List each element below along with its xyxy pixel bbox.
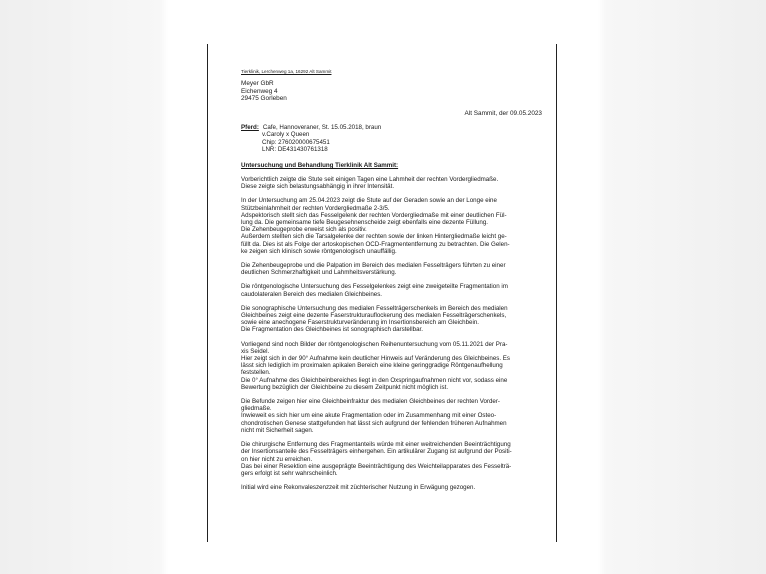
paragraph-line: sowie eine anechogene Faserstrukturveränderung im Insertionsbereich am Gleichbein. [241, 319, 480, 327]
paragraph-line: Die röntgenologische Untersuchung des Fesselgelenkes zeigt eine zweigeteilte Fragmentation im [241, 283, 508, 291]
report-paragraph [241, 398, 541, 434]
recipient-address [241, 80, 287, 103]
paragraph-line: Die chirurgische Entfernung des Fragmentanteils würde mit einer weitreichenden Beeinträchtigung [241, 441, 511, 449]
paragraph-line: Initial wird eine Rekonvaleszenzzeit mit züchterischer Nutzung in Erwägung gezogen. [241, 484, 476, 492]
paragraph-line: Außerdem stellten sich die Tarsalgelenke der rechten sowie der linken Hintergliedmaße leicht ge- [241, 233, 507, 241]
sender-address-line: Tierklinik, Lerchenweg 1a, 16292 Alt Sammit [241, 69, 332, 74]
paragraph-line: Diese zeigte sich belastungsabhängig in ihrer Intensität. [241, 183, 395, 191]
paragraph-line: Hier zeigt sich in der 90° Aufnahme kein deutlicher Hinweis auf Veränderung des Gleichbeines. Es [241, 355, 511, 363]
recipient-city: 29475 Gorleben [241, 95, 287, 103]
paragraph-line: Die sonographische Untersuchung des medialen Fesselträgerschenkels im Bereich des medialen [241, 304, 508, 312]
paragraph-line: Stützbeinlahmheit der rechten Vordergliedmaße 2-3/5. [241, 204, 390, 212]
paragraph-line: gliedmaße. [241, 405, 272, 413]
paragraph-line: on hier nicht zu erreichen. [241, 455, 313, 463]
paragraph-line: chondrotischen Genese stattgefunden hat lässt sich aufgrund der fehlenden früheren Aufnahmen [241, 419, 507, 427]
paragraph-line: Das bei einer Resektion eine ausgeprägte Beeinträchtigung des Weichteilapparates des Fesselträ- [241, 462, 512, 470]
paragraph-line: xis Seidel. [241, 347, 270, 355]
paragraph-line: Die Zehenbeugeprobe und die Palpation im Bereich des medialen Fesselträgers führten zu einer [241, 262, 506, 270]
paragraph-line: Adspektorisch stellt sich das Fesselgelenk der rechten Vordergliedmaße mit einer deutlichen Fül- [241, 211, 507, 219]
report-paragraph [241, 484, 541, 491]
paragraph-line: Vorliegend sind noch Bilder der röntgenologischen Reihenuntersuchung vom 05.11.2021 der Pra- [241, 340, 508, 348]
paragraph-line: In der Untersuchung am 25.04.2023 zeigt die Stute auf der Geraden sowie an der Longe eine [241, 197, 497, 205]
horse-description: Cafe, Hannoveraner, St. 15.05.2018, braun [262, 124, 382, 131]
horse-label: Pferd: [241, 124, 259, 131]
report-paragraph [241, 341, 541, 391]
report-paragraph [241, 283, 541, 297]
paragraph-line: der Insertionsanteile des Fesselträgers einhergehen. Ein artikulärer Zugang ist aufgrund der Positi- [241, 448, 512, 456]
recipient-name: Meyer GbR [241, 80, 274, 87]
document-page [207, 44, 557, 542]
paragraph-line: Die Zehenbeugeprobe erweist sich als positiv. [241, 226, 367, 234]
report-paragraph [241, 441, 541, 477]
horse-lnr: LNR: DE431430761318 [262, 145, 328, 153]
paragraph-line: Bewertung bezüglich der Gleichbeine zu diesem Zeitpunkt nicht möglich ist. [241, 383, 449, 391]
paragraph-line: deutlichen Schmerzhaftigkeit und Lahmheitsverstärkung. [241, 269, 397, 277]
paragraph-line: Gleichbeines zeigt eine dezente Faserstrukturauflockerung des medialen Fesselträgerschenkels, [241, 312, 507, 320]
report-paragraph [241, 305, 541, 334]
horse-chip: Chip: 276020000675451 [262, 138, 330, 146]
report-paragraph [241, 197, 541, 255]
section-heading: Untersuchung und Behandlung Tierklinik Alt Sammit: [241, 162, 399, 169]
report-paragraph [241, 262, 541, 276]
report-paragraph [241, 176, 541, 190]
paragraph-line: ke zeigen sich klinisch sowie röntgenologisch unauffällig. [241, 247, 397, 255]
paragraph-line: Inwieweit es sich hier um eine akute Fragmentation oder im Zusammenhang mit einer Osteo- [241, 412, 497, 420]
horse-pedigree: v.Caroly x Queen [262, 131, 310, 139]
paragraph-line: füllt da. Dies ist als Folge der artoskopischen OCD-Fragmententfernung zu betrachten. Die Gelen- [241, 240, 510, 248]
paragraph-line: Vorberichtlich zeigte die Stute seit einigen Tagen eine Lahmheit der rechten Vordergliedmaße. [241, 176, 499, 183]
report-body [241, 176, 541, 498]
paragraph-line: feststellen. [241, 369, 271, 377]
horse-info [241, 124, 381, 153]
paragraph-line: Die Befunde zeigen hier eine Gleichbeinfraktur des medialen Gleichbeines der rechten Vorder- [241, 398, 500, 406]
place-date: Alt Sammit, der 09.05.2023 [464, 110, 542, 117]
paragraph-line: Die Fragmentation des Gleichbeines ist sonographisch darstellbar. [241, 326, 423, 334]
paragraph-line: Die 0° Aufnahme des Gleichbeinbereiches liegt in den Oxspringaufnahmen nicht vor, sodass eine [241, 376, 508, 384]
paragraph-line: caudolateralen Bereich des medialen Gleichbeines. [241, 290, 383, 298]
paragraph-line: lung da. Die gemeinsame tiefe Beugesehnenscheide zeigt ebenfalls eine dezente Füllung. [241, 219, 488, 227]
paragraph-line: lässt sich lediglich im proximalen apikalen Bereich eine kleine geringgradige Röntgenaufhellung [241, 362, 503, 370]
recipient-street: Eichenweg 4 [241, 87, 278, 95]
paragraph-line: gers erfolgt ist sehr wahrscheinlich. [241, 469, 338, 477]
paragraph-line: nicht mit Sicherheit sagen. [241, 426, 314, 434]
